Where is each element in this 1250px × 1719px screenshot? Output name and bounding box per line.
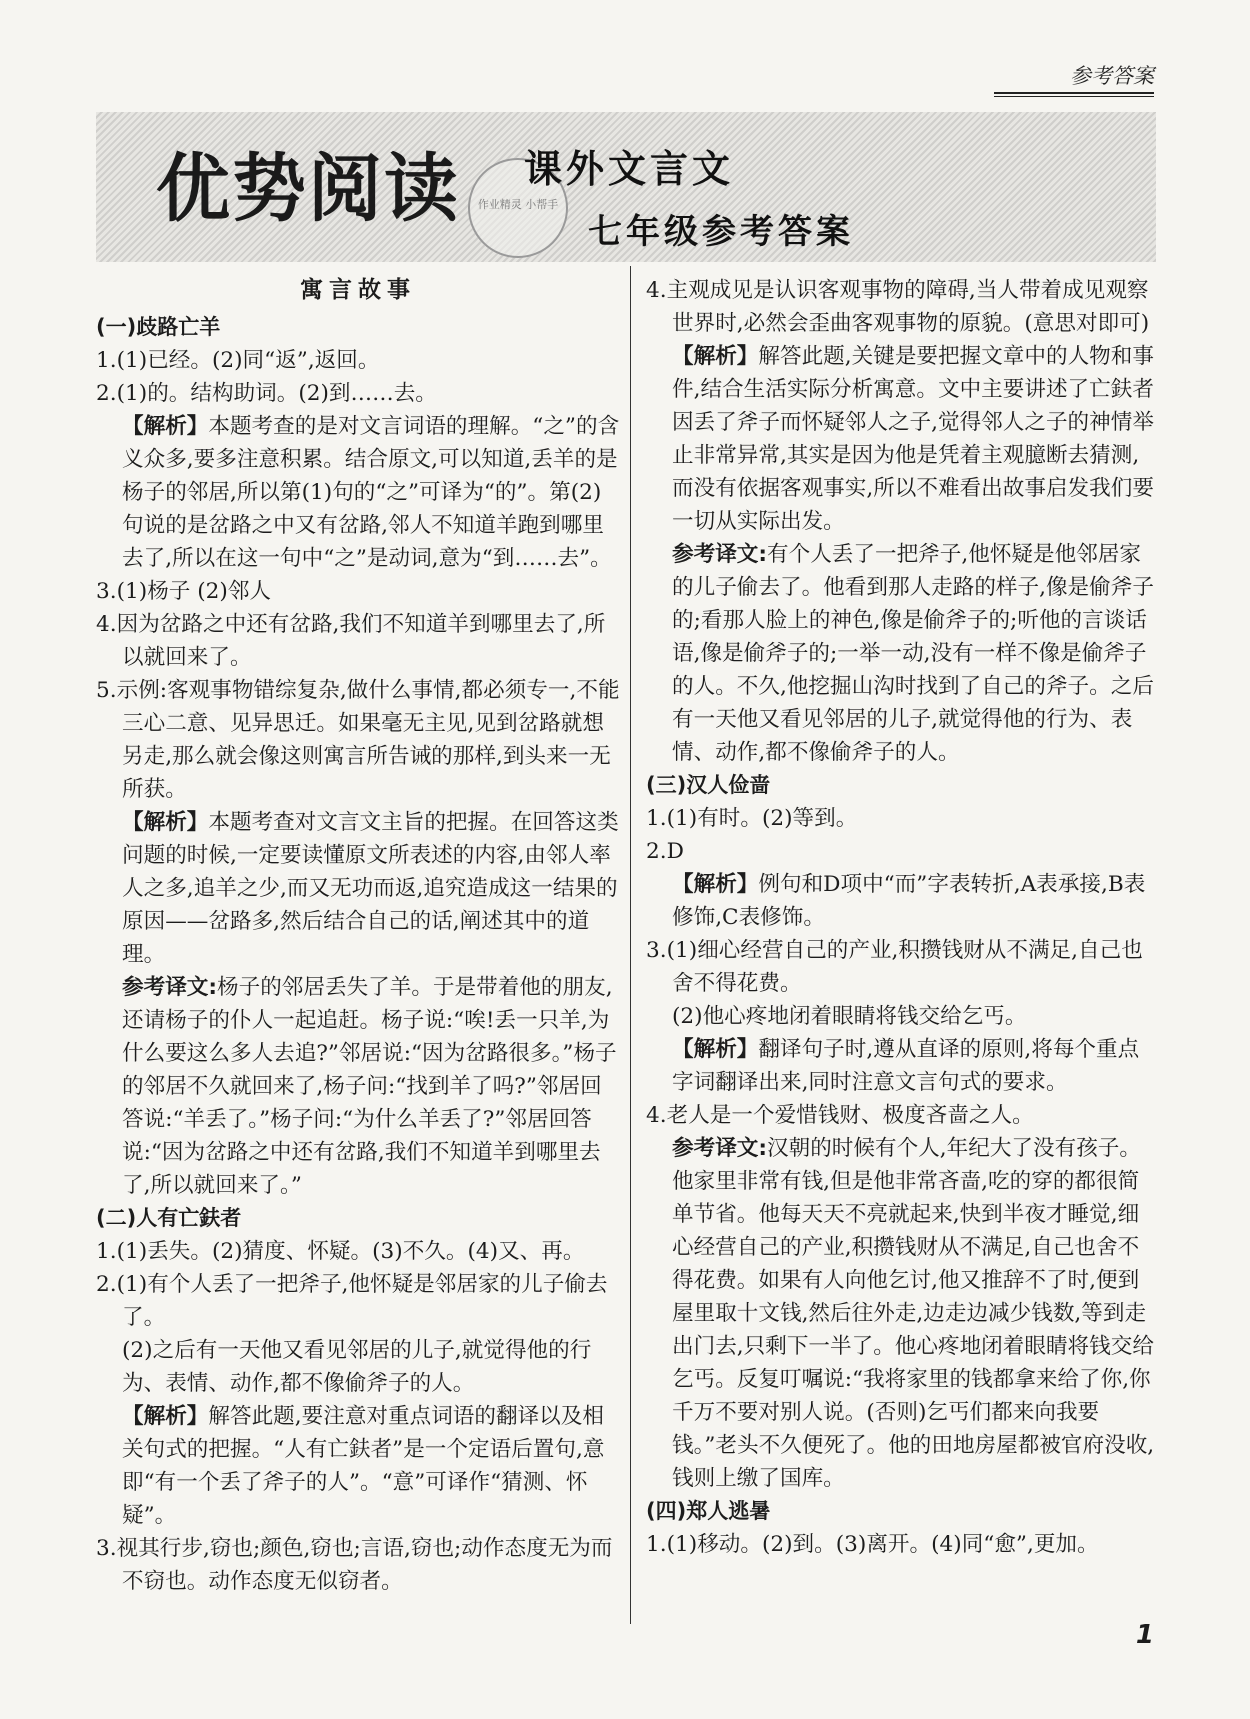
analysis-text: 例句和D项中“而”字表转折,A表承接,B表修饰,C表修饰。 <box>672 872 1146 930</box>
right-column <box>646 274 1156 1561</box>
column-divider <box>630 266 631 1624</box>
translation-text: 有个人丢了一把斧子,他怀疑是他邻居家的儿子偷去了。他看到那人走路的样子,像是偷斧子的;看那人脸上的神色,像是偷斧子的;听他的言谈话语,像是偷斧子的;一举一动,没有一样不像是偷斧子的人。不久,他挖掘山沟时找到了自己的斧子。之后有一天他又看见邻居的儿子,就觉得他的行为、表情、动作,都不像偷斧子的人。 <box>672 542 1154 765</box>
analysis-tag: 【解析】 <box>122 414 209 439</box>
translation-text: 汉朝的时候有个人,年纪大了没有孩子。他家里非常有钱,但是他非常吝啬,吃的穿的都很简单节省。他每天天不亮就起来,快到半夜才睡觉,细心经营自己的产业,积攒钱财从不满足,自己也舍不得花费。如果有人向他乞讨,他又推辞不了时,便到屋里取十文钱,然后往外走,边走边减少钱数,等到走出门去,只剩下一半了。他心疼地闭着眼睛将钱交给乞丐。反复叮嘱说:“我将家里的钱都拿来给了你,你千万不要对别人说。(否则)乞丐们都来向我要钱。”老头不久便死了。他的田地房屋都被官府没收,钱则上缴了国库。 <box>672 1136 1155 1491</box>
translation-label: 参考译文: <box>122 975 218 1000</box>
analysis-tag: 【解析】 <box>672 344 759 369</box>
header-label: 参考答案 <box>1070 64 1154 88</box>
translation-1 <box>96 971 620 1202</box>
analysis-3-3 <box>646 1033 1156 1099</box>
analysis-text: 本题考查对文言文主旨的把握。在回答这类问题的时候,一定要读懂原文所表述的内容,由邻人率人之多,追羊之少,而又无功而返,追究造成这一结果的原因——岔路多,然后结合自己的话,阐述其中的道理。 <box>122 810 619 967</box>
analysis-3-2 <box>646 868 1156 934</box>
answer-2-4: 4.主观成见是认识客观事物的障碍,当人带着成见观察世界时,必然会歪曲客观事物的原貌。(意思对即可) <box>646 278 1150 336</box>
header-rule <box>994 92 1154 94</box>
seal-text: 作业精灵 小帮手 <box>477 198 559 211</box>
banner-subtitle: 七年级参考答案 <box>588 212 854 252</box>
header-rule-thin <box>994 96 1154 97</box>
answer-1-4: 4.因为岔路之中还有岔路,我们不知道羊到哪里去了,所以就回来了。 <box>96 612 606 670</box>
answer-2-1: 1.(1)丢失。(2)猜度、怀疑。(3)不久。(4)又、再。 <box>96 1239 585 1264</box>
answer-2-3: 3.视其行步,窃也;颜色,窃也;言语,窃也;动作态度无为而不窃也。动作态度无似窃者。 <box>96 1536 613 1594</box>
analysis-1-2 <box>96 410 620 575</box>
page-number: 1 <box>1135 1620 1154 1650</box>
answer-3-3a: 3.(1)细心经营自己的产业,积攒钱财从不满足,自己也舍不得花费。 <box>646 938 1143 996</box>
answer-1-5: 5.示例:客观事物错综复杂,做什么事情,都必须专一,不能三心二意、见异思迁。如果毫无主见,见到岔路就想另走,那么就会像这则寓言所告诫的那样,到头来一无所获。 <box>96 678 620 802</box>
answer-1-3: 3.(1)杨子 (2)邻人 <box>96 579 272 604</box>
analysis-2-2 <box>96 1400 620 1532</box>
analysis-text: 本题考查的是对文言词语的理解。“之”的含义众多,要多注意积累。结合原文,可以知道,丢羊的是杨子的邻居,所以第(1)句的“之”可译为“的”。第(2)句说的是岔路之中又有岔路,邻人不知道羊跑到哪里去了,所以在这一句中“之”是动词,意为“到……去”。 <box>122 414 620 571</box>
answer-2-2b: (2)之后有一天他又看见邻居的儿子,就觉得他的行为、表情、动作,都不像偷斧子的人。 <box>122 1338 592 1396</box>
answer-1-2: 2.(1)的。结构助词。(2)到……去。 <box>96 381 437 406</box>
brand-logo-text: 优势阅读 <box>156 146 460 232</box>
analysis-tag: 【解析】 <box>672 872 759 897</box>
analysis-2-4 <box>646 340 1156 538</box>
story-title-3: (三)汉人俭啬 <box>646 773 771 797</box>
story-title-4: (四)郑人逃暑 <box>646 1499 771 1523</box>
analysis-text: 翻译句子时,遵从直译的原则,将每个重点字词翻译出来,同时注意文言句式的要求。 <box>672 1037 1140 1095</box>
translation-label: 参考译文: <box>672 542 768 567</box>
translation-label: 参考译文: <box>672 1136 768 1161</box>
analysis-1-5 <box>96 806 620 971</box>
answer-3-4: 4.老人是一个爱惜钱财、极度吝啬之人。 <box>646 1103 1034 1128</box>
answer-1-1: 1.(1)已经。(2)同“返”,返回。 <box>96 348 380 373</box>
title-banner <box>96 112 1156 262</box>
analysis-tag: 【解析】 <box>122 810 209 835</box>
section-heading: 寓言故事 <box>300 277 416 303</box>
translation-text: 杨子的邻居丢失了羊。于是带着他的朋友,还请杨子的仆人一起追赶。杨子说:“唉!丢一只羊,为什么要这么多人去追?”邻居说:“因为岔路很多。”杨子的邻居不久就回来了,杨子问:“找到羊了吗?”邻居回答说:“羊丢了。”杨子问:“为什么羊丢了?”邻居回答说:“因为岔路之中还有岔路,我们不知道羊到哪里去了,所以就回来了。” <box>122 975 617 1198</box>
translation-3 <box>646 1132 1156 1495</box>
answer-3-2: 2.D <box>646 839 684 864</box>
analysis-tag: 【解析】 <box>672 1037 759 1062</box>
answer-3-1: 1.(1)有时。(2)等到。 <box>646 806 858 831</box>
story-title-1: (一)歧路亡羊 <box>96 315 221 339</box>
left-column <box>96 274 620 1598</box>
banner-title: 课外文言文 <box>524 146 735 191</box>
answer-2-2a: 2.(1)有个人丢了一把斧子,他怀疑是邻居家的儿子偷去了。 <box>96 1272 608 1330</box>
analysis-text: 解答此题,要注意对重点词语的翻译以及相关句式的把握。“人有亡鈇者”是一个定语后置句,意即“有一个丢了斧子的人”。“意”可译作“猜测、怀疑”。 <box>122 1404 605 1528</box>
answer-4-1: 1.(1)移动。(2)到。(3)离开。(4)同“愈”,更加。 <box>646 1532 1099 1557</box>
answer-3-3b: (2)他心疼地闭着眼睛将钱交给乞丐。 <box>672 1004 1027 1029</box>
story-title-2: (二)人有亡鈇者 <box>96 1206 242 1230</box>
analysis-text: 解答此题,关键是要把握文章中的人物和事件,结合生活实际分析寓意。文中主要讲述了亡鈇者因丢了斧子而怀疑邻人之子,觉得邻人之子的神情举止非常异常,其实是因为他是凭着主观臆断去猜测,而没有依据客观事实,所以不难看出故事启发我们要一切从实际出发。 <box>672 344 1154 534</box>
analysis-tag: 【解析】 <box>122 1404 209 1429</box>
translation-2 <box>646 538 1156 769</box>
